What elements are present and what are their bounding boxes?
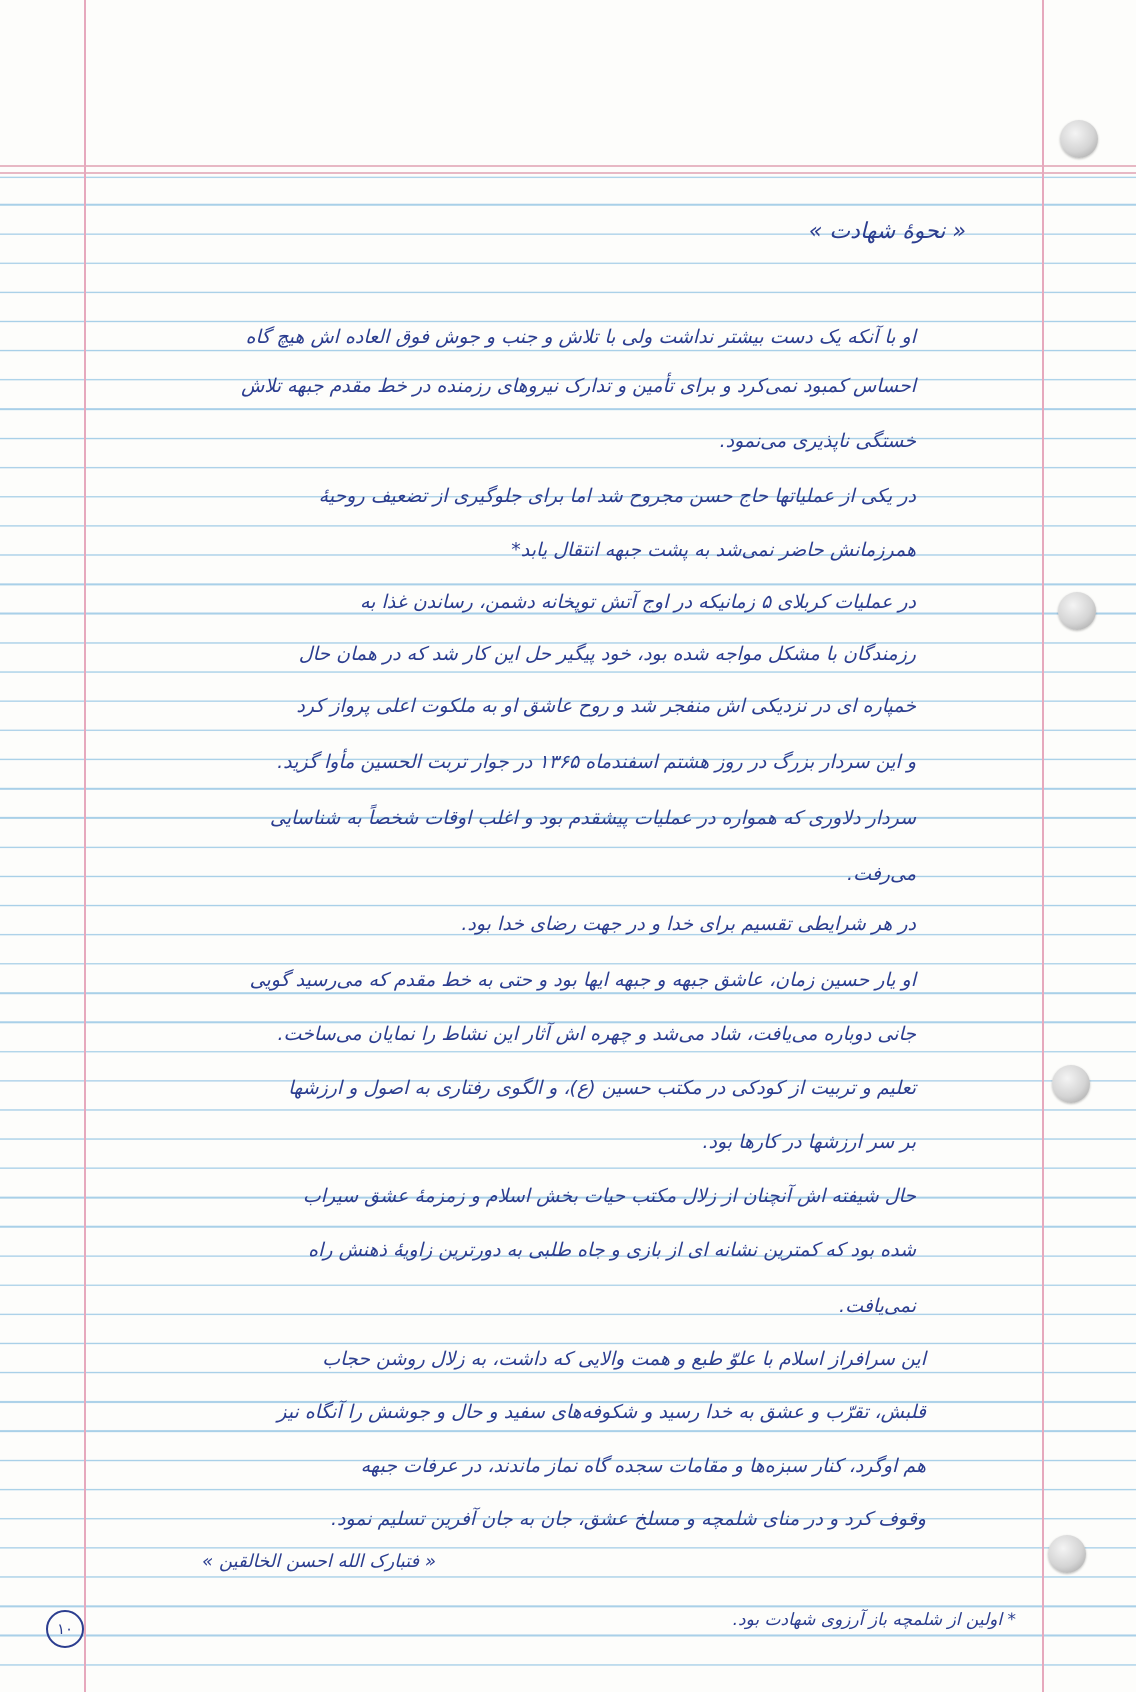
text-line: هم اوگرد، کنار سبزه‌ها و مقامات سجده گاه نماز ماندند، در عرفات جبهه bbox=[360, 1455, 926, 1477]
left-margin-line bbox=[84, 0, 86, 1692]
text-line: می‌رفت. bbox=[847, 863, 916, 885]
text-line: خمپاره ای در نزدیکی اش منفجر شد و روح عاشق او به ملکوت اعلی پرواز کرد bbox=[296, 695, 916, 717]
text-line: خستگی ناپذیری می‌نمود. bbox=[719, 430, 916, 452]
text-line: در عملیات کربلای ۵ زمانیکه در اوج آتش توپخانه دشمن، رساندن غذا به bbox=[359, 591, 916, 613]
text-line: در یکی از عملیاتها حاج حسن مجروح شد اما برای جلوگیری از تضعیف روحیهٔ bbox=[318, 485, 916, 507]
text-line: بر سر ارزشها در کارها بود. bbox=[702, 1131, 916, 1153]
binder-hole bbox=[1058, 592, 1096, 630]
text-line: و این سردار بزرگ در روز هشتم اسفندماه ۱۳۶۵ در جوار تربت الحسین مأوا گزید. bbox=[277, 751, 916, 773]
text-line: احساس کمبود نمی‌کرد و برای تأمین و تدارک نیروهای رزمنده در خط مقدم جبهه تلاش bbox=[241, 375, 916, 397]
page-number: ۱۰ bbox=[46, 1610, 84, 1648]
binder-hole bbox=[1052, 1065, 1090, 1103]
text-line: او یار حسین زمان، عاشق جبهه و جبهه ایها بود و حتی به خط مقدم که می‌رسید گویی bbox=[249, 969, 916, 991]
footnote: * اولین از شلمچه باز آرزوی شهادت بود. bbox=[732, 1610, 1016, 1630]
text-line: او با آنکه یک دست بیشتر نداشت ولی با تلاش و جنب و جوش فوق العاده اش هیچ گاه bbox=[245, 326, 916, 348]
text-line: نمی‌یافت. bbox=[839, 1295, 916, 1317]
text-line: جانی دوباره می‌یافت، شاد می‌شد و چهره اش آثار این نشاط را نمایان می‌ساخت. bbox=[277, 1023, 916, 1045]
top-margin bbox=[0, 0, 1136, 165]
right-margin-line bbox=[1042, 0, 1044, 1692]
header-rule bbox=[0, 165, 1136, 167]
binder-hole bbox=[1060, 120, 1098, 158]
text-line: قلبش، تقرّب و عشق به خدا رسید و شکوفه‌های سفید و حال و جوشش را آنگاه نیز bbox=[277, 1401, 926, 1423]
closing-verse: « فتبارک الله احسن الخالقین » bbox=[202, 1551, 436, 1572]
text-line: حال شیفته اش آنچنان از زلال مکتب حیات بخش اسلام و زمزمهٔ عشق سیراب bbox=[302, 1185, 916, 1207]
text-line: در هر شرایطی تقسیم برای خدا و در جهت رضای خدا بود. bbox=[461, 913, 916, 935]
text-line: همرزمانش حاضر نمی‌شد به پشت جبهه انتقال یابد* bbox=[511, 539, 916, 561]
binder-hole bbox=[1048, 1535, 1086, 1573]
text-line: رزمندگان با مشکل مواجه شده بود، خود پیگیر حل این کار شد که در همان حال bbox=[298, 643, 916, 665]
text-line: تعلیم و تربیت از کودکی در مکتب حسین (ع)، و الگوی رفتاری به اصول و ارزشها bbox=[288, 1077, 916, 1099]
header-rule bbox=[0, 172, 1136, 174]
document-title: « نحوهٔ شهادت » bbox=[808, 219, 966, 244]
text-line: وقوف کرد و در منای شلمچه و مسلخ عشق، جان به جان آفرین تسلیم نمود. bbox=[330, 1508, 926, 1530]
text-line: این سرافراز اسلام با علوّ طبع و همت والایی که داشت، به زلال روشن حجاب bbox=[322, 1348, 926, 1370]
text-line: شده بود که کمترین نشانه ای از بازی و جاه طلبی به دورترین زاویهٔ ذهنش راه bbox=[308, 1239, 916, 1261]
text-line: سردار دلاوری که همواره در عملیات پیشقدم بود و اغلب اوقات شخصاً به شناسایی bbox=[269, 807, 916, 829]
